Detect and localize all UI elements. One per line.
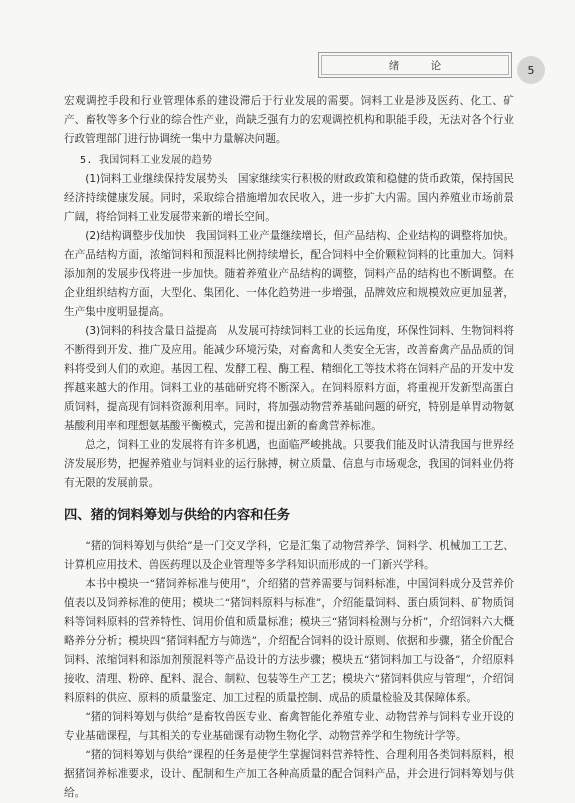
- page-number: 5: [517, 56, 545, 84]
- summary-paragraph: 总之，饲料工业的发展将有许多机遇，也面临严峻挑战。只要我们能及时认清我国与世界经济发展形势，把握养殖业与饲料业的运行脉搏，树立质量、信息与市场观念，我国的饲料业仍将有无限的发展前景。: [64, 439, 514, 489]
- trend-item-1-lead: (1)饲料工业继续保持发展势头: [85, 173, 228, 185]
- trend-item-2: [64, 227, 514, 322]
- header-title: 绪 论: [388, 59, 456, 72]
- trend-item-3-lead: (3)饲料的科技含量日益提高: [85, 325, 218, 337]
- trend-item-1-text: 国家继续实行积极的财政政策和稳健的货币政策，保持国民经济持续健康发展。同时，采取综合措施增加农民收入，进一步扩大内需。国内养殖业市场前景广阔，将给饲料工业发展带来新的增长空间。: [64, 173, 514, 223]
- trend-item-3-text: 从发展可持续饲料工业的长远角度，环保性饲料、生物饲料将不断得到开发、推广及应用。能减少环境污染，对畜禽和人类安全无害，改善畜禽产品品质的饲料将受到人们的欢迎。基因工程、发酵工程、酶工程、精细化工等技术将在饲料产品的开发中发挥越来越大的作用。饲料工业的基础研究将不断深入。在饲料原料方面，将重视开发新型高蛋白质饲料，提高现有饲料资源利用率。同时，将加强动物营养基础问题的研究，特别是单胃动物氨基酸利用率和理想氨基酸平衡模式，完善和提出新的畜禽营养标准。: [64, 325, 514, 432]
- section-paragraph: 本书中模块一“猪饲养标准与使用”，介绍猪的营养需要与饲料标准，中国饲料成分及营养价值表以及饲养标准的使用；模块二“猪饲料原料与标准”，介绍能量饲料、蛋白质饲料、矿物质饲料等饲料原料的营养特性、饲用价值和质量标准；模块三“猪饲料检测与分析”，介绍饲料六大概略养分分析；模块四“猪饲料配方与筛选”，介绍配合饲料的设计原则、依据和步骤，猪全价配合饲料、浓缩饲料和添加剂预混料等产品设计的方法步骤；模块五“猪饲料加工与设备”，介绍原料接收、清理、粉碎、配料、混合、制粒、包装等生产工艺；模块六“猪饲料供应与管理”，介绍饲料原料的供应、原料的质量鉴定、加工过程的质量控制、成品的质量检验及其保障体系。: [64, 578, 514, 704]
- section-paragraph: “猪的饲料筹划与供给”课程的任务是使学生掌握饲料营养特性、合理利用各类饲料原料，根据猪饲养标准要求，设计、配制和生产加工各种高质量的配合饲料产品，并会进行饲料筹划与供给。: [64, 749, 514, 799]
- trend-item-1: [64, 170, 514, 227]
- trend-item-2-lead: (2)结构调整步伐加快: [85, 230, 186, 242]
- section-paragraph: “猪的饲料筹划与供给”是畜牧兽医专业、畜禽智能化养殖专业、动物营养与饲料专业开设的专业基础课程，与其相关的专业基础课有动物生物化学、动物营养学和生物统计学等。: [64, 711, 514, 742]
- trend-item-3: [64, 322, 514, 436]
- running-header: [318, 52, 512, 78]
- trend-item-2-text: 我国饲料工业产量继续增长，但产品结构、企业结构的调整将加快。在产品结构方面，浓缩饲料和预混料比例持续增长，配合饲料中全价颗粒饲料的比重加大。饲料添加剂的发展步伐将进一步加快。随着养殖业产品结构的调整，饲料产品的结构也不断调整。在企业组织结构方面，大型化、集团化、一体化趋势进一步增强，品牌效应和规模效应更加显著，生产集中度明显提高。: [64, 230, 514, 318]
- page-body: [64, 92, 514, 803]
- section-paragraph: “猪的饲料筹划与供给”是一门交叉学科，它是汇集了动物营养学、饲料学、机械加工工艺、计算机应用技术、兽医药理以及企业管理等多学科知识而形成的一门新兴学科。: [64, 540, 514, 571]
- body-paragraph: 宏观调控手段和行业管理体系的建设滞后于行业发展的需要。饲料工业是涉及医药、化工、矿产、畜牧等多个行业的综合性产业，尚缺乏强有力的宏观调控机构和职能手段，无法对各个行业行政管理部门进行协调统一集中力量解决问题。: [64, 95, 514, 145]
- subsection-heading: 5. 我国饲料工业发展的趋势: [80, 155, 213, 166]
- section-title: 四、猪的饲料筹划与供给的内容和任务: [64, 508, 291, 523]
